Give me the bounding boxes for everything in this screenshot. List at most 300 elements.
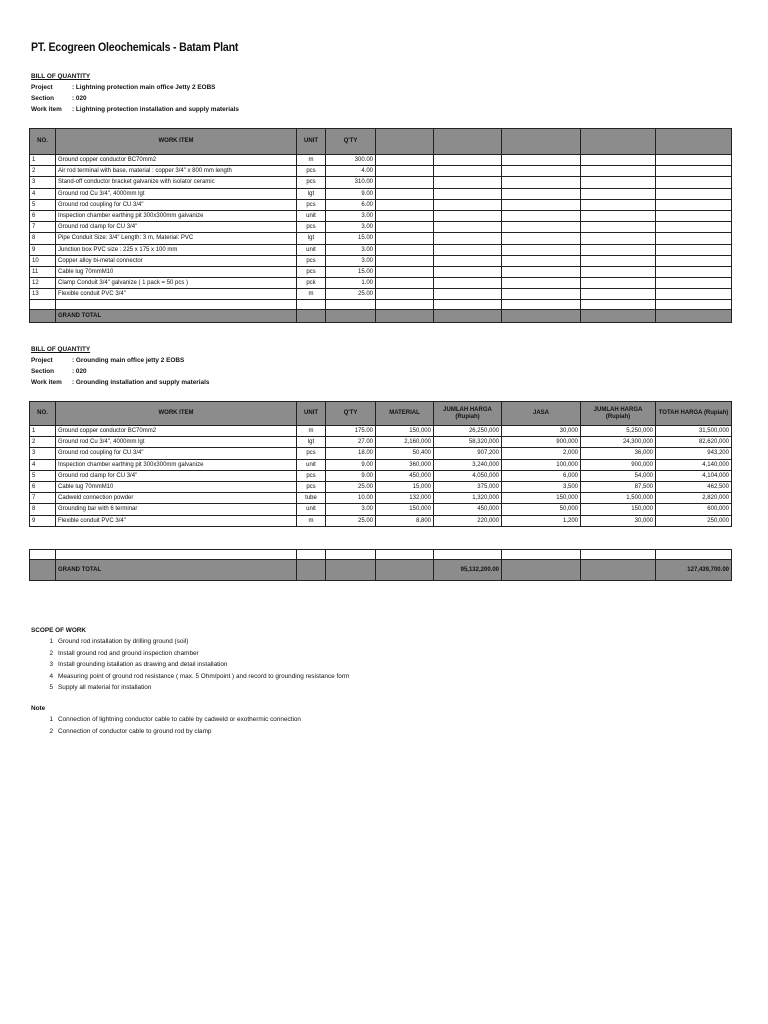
- row-qty: 10.00: [326, 493, 376, 504]
- row-empty-cell: [30, 549, 56, 559]
- row-empty-cell: [502, 310, 581, 323]
- row-qty: 9.00: [326, 188, 376, 199]
- row-empty-cell: [656, 166, 732, 177]
- row-material: 150,000: [376, 426, 434, 437]
- row-qty: 9.00: [326, 470, 376, 481]
- row-total: 82,620,000: [656, 437, 732, 448]
- row-empty-cell: [502, 559, 581, 580]
- row-jumlah-jasa: 900,000: [581, 459, 656, 470]
- row-empty-cell: [30, 559, 56, 580]
- header-material: MATERIAL: [376, 402, 434, 426]
- row-jumlah-jasa: 36,000: [581, 448, 656, 459]
- row-empty-cell: [376, 278, 434, 289]
- row-empty-cell: [656, 210, 732, 221]
- list-item: [31, 648, 349, 659]
- list-item: [31, 682, 349, 693]
- grand-total-jumlah: 95,132,200.00: [434, 559, 502, 580]
- row-empty-cell: [434, 244, 502, 255]
- row-empty-cell: [434, 233, 502, 244]
- row-empty-cell: [434, 155, 502, 166]
- row-no: 8: [30, 504, 56, 515]
- row-jumlah-material: 3,240,000: [434, 459, 502, 470]
- boq-heading: BILL OF QUANTITY: [31, 346, 91, 353]
- row-empty-cell: [434, 210, 502, 221]
- row-empty-cell: [656, 233, 732, 244]
- row-empty-cell: [656, 549, 732, 559]
- row-jasa: 900,000: [502, 437, 581, 448]
- row-empty-cell: [297, 300, 326, 310]
- row-no: 11: [30, 266, 56, 277]
- workitem-value: : Grounding installation and supply materials: [72, 379, 210, 386]
- row-empty-cell: [56, 300, 297, 310]
- row-empty-cell: [502, 166, 581, 177]
- row-work-item: Cable lug 70mmM10: [56, 481, 297, 492]
- row-empty-cell: [656, 310, 732, 323]
- row-empty-cell: [502, 300, 581, 310]
- workitem-row: [31, 104, 239, 115]
- row-empty-cell: [502, 266, 581, 277]
- row-total: 4,140,000: [656, 459, 732, 470]
- header-total-harga: TOTAH HARGA (Rupiah): [656, 402, 732, 426]
- row-empty-cell: [581, 233, 656, 244]
- row-no: 5: [30, 199, 56, 210]
- boq-header-lightning: [31, 71, 239, 115]
- row-empty-cell: [297, 549, 326, 559]
- row-empty-cell: [502, 155, 581, 166]
- row-work-item: Copper alloy bi-metal connector: [56, 255, 297, 266]
- row-empty-cell: [376, 188, 434, 199]
- row-empty-cell: [581, 266, 656, 277]
- row-empty-cell: [581, 166, 656, 177]
- list-item-number: 1: [49, 638, 53, 646]
- list-item-text: Ground rod installation by drilling ground (soil): [58, 638, 189, 646]
- row-qty: 1.00: [326, 278, 376, 289]
- list-item-number: 1: [49, 716, 53, 724]
- row-work-item: Flexible conduit PVC 3/4": [56, 515, 297, 526]
- list-item-number: 2: [49, 649, 53, 657]
- row-empty-cell: [502, 549, 581, 559]
- table-row: [30, 155, 732, 166]
- row-empty-cell: [581, 222, 656, 233]
- workitem-value: : Lightning protection installation and supply materials: [72, 106, 239, 113]
- row-total: 250,000: [656, 515, 732, 526]
- row-empty-cell: [434, 177, 502, 188]
- row-empty-cell: [656, 255, 732, 266]
- row-no: 4: [30, 459, 56, 470]
- row-empty-cell: [581, 310, 656, 323]
- list-item: [31, 726, 301, 737]
- row-unit: pcs: [297, 266, 326, 277]
- workitem-row: [31, 377, 209, 388]
- table-row: [30, 493, 732, 504]
- header-empty: [376, 129, 434, 155]
- blank-row: [30, 300, 732, 310]
- row-unit: pcs: [297, 448, 326, 459]
- row-total: 4,104,000: [656, 470, 732, 481]
- row-empty-cell: [581, 289, 656, 300]
- page-title: PT. Ecogreen Oleochemicals - Batam Plant: [31, 42, 239, 54]
- row-no: 9: [30, 244, 56, 255]
- row-unit: unit: [297, 504, 326, 515]
- row-unit: m: [297, 289, 326, 300]
- row-empty-cell: [376, 199, 434, 210]
- list-item-number: 4: [49, 672, 53, 680]
- row-material: 360,000: [376, 459, 434, 470]
- row-empty-cell: [502, 210, 581, 221]
- header-work-item: WORK ITEM: [56, 129, 297, 155]
- boq-heading: BILL OF QUANTITY: [31, 73, 91, 80]
- row-no: 1: [30, 155, 56, 166]
- row-work-item: Grounding bar with 6 terminar: [56, 504, 297, 515]
- row-qty: 4.00: [326, 166, 376, 177]
- table-row: [30, 278, 732, 289]
- header-unit: UNIT: [297, 402, 326, 426]
- table-row: [30, 504, 732, 515]
- table-row: [30, 210, 732, 221]
- row-empty-cell: [581, 255, 656, 266]
- project-row: [31, 355, 209, 366]
- header-empty: [581, 129, 656, 155]
- row-work-item: Ground rod clamp for CU 3/4": [56, 470, 297, 481]
- table-row: [30, 470, 732, 481]
- row-unit: lgt: [297, 437, 326, 448]
- row-qty: 3.00: [326, 222, 376, 233]
- row-jumlah-material: 450,000: [434, 504, 502, 515]
- grand-total-value: 127,439,700.00: [656, 559, 732, 580]
- row-unit: pck: [297, 278, 326, 289]
- section-row: [31, 93, 239, 104]
- row-total: 600,000: [656, 504, 732, 515]
- project-value: : Grounding main office jetty 2 EOBS: [72, 357, 185, 364]
- row-empty-cell: [434, 266, 502, 277]
- header-qty: Q'TY: [326, 402, 376, 426]
- row-jasa: 30,000: [502, 426, 581, 437]
- row-material: 150,000: [376, 504, 434, 515]
- row-qty: 18.00: [326, 448, 376, 459]
- row-empty-cell: [434, 255, 502, 266]
- row-unit: m: [297, 515, 326, 526]
- row-unit: m: [297, 155, 326, 166]
- row-empty-cell: [30, 300, 56, 310]
- spacer-row: [30, 526, 732, 549]
- table-row: [30, 481, 732, 492]
- row-unit: pcs: [297, 222, 326, 233]
- grounding-boq-table: [29, 401, 732, 581]
- row-no: 1: [30, 426, 56, 437]
- row-empty-cell: [581, 188, 656, 199]
- table-row: [30, 448, 732, 459]
- row-unit: lgt: [297, 233, 326, 244]
- row-jumlah-jasa: 24,300,000: [581, 437, 656, 448]
- row-no: 12: [30, 278, 56, 289]
- row-qty: 3.00: [326, 255, 376, 266]
- boq-header-grounding: [31, 344, 209, 388]
- section-label: Section: [31, 95, 55, 102]
- row-empty-cell: [376, 549, 434, 559]
- list-item-text: Supply all material for installation: [58, 684, 152, 692]
- row-material: 15,000: [376, 481, 434, 492]
- row-empty-cell: [297, 310, 326, 323]
- row-jasa: 6,000: [502, 470, 581, 481]
- project-row: [31, 82, 239, 93]
- row-empty-cell: [376, 559, 434, 580]
- row-no: 8: [30, 233, 56, 244]
- row-no: 2: [30, 437, 56, 448]
- row-empty-cell: [376, 300, 434, 310]
- row-qty: 15.00: [326, 233, 376, 244]
- row-material: 132,000: [376, 493, 434, 504]
- grand-total-label: GRAND TOTAL: [56, 559, 297, 580]
- row-qty: 310.00: [326, 177, 376, 188]
- row-unit: m: [297, 426, 326, 437]
- row-empty-cell: [434, 300, 502, 310]
- table-row: [30, 177, 732, 188]
- scope-heading: SCOPE OF WORK: [31, 627, 87, 634]
- table-row: [30, 222, 732, 233]
- row-unit: pcs: [297, 481, 326, 492]
- row-empty-cell: [502, 278, 581, 289]
- header-no: NO.: [30, 402, 56, 426]
- row-empty-cell: [502, 199, 581, 210]
- header-jasa: JASA: [502, 402, 581, 426]
- row-empty-cell: [656, 266, 732, 277]
- spacer-cell: [30, 526, 732, 549]
- list-item: [31, 714, 301, 725]
- list-item: [31, 671, 349, 682]
- list-item: [31, 659, 349, 670]
- row-work-item: Ground rod coupling for CU 3/4": [56, 199, 297, 210]
- row-empty-cell: [434, 188, 502, 199]
- row-jumlah-jasa: 150,000: [581, 504, 656, 515]
- list-item-text: Connection of lightning conductor cable to cable by cadweld or exothermic connection: [58, 716, 301, 724]
- row-empty-cell: [376, 255, 434, 266]
- row-work-item: Clamp Conduit 3/4" galvanize ( 1 pack = 50 pcs ): [56, 278, 297, 289]
- row-empty-cell: [656, 199, 732, 210]
- row-unit: pcs: [297, 199, 326, 210]
- row-work-item: Stand-off conductor bracket galvanize with isolator ceramic: [56, 177, 297, 188]
- row-empty-cell: [502, 255, 581, 266]
- row-empty-cell: [502, 222, 581, 233]
- row-empty-cell: [434, 222, 502, 233]
- section-label: Section: [31, 368, 55, 375]
- row-empty-cell: [376, 222, 434, 233]
- table-row: [30, 515, 732, 526]
- header-empty: [656, 129, 732, 155]
- row-jumlah-material: 907,200: [434, 448, 502, 459]
- grand-total-label: GRAND TOTAL: [56, 310, 297, 323]
- row-empty-cell: [376, 310, 434, 323]
- row-work-item: Cadweld connection powder: [56, 493, 297, 504]
- list-item-text: Measuring point of ground rod resistance ( max. 5 Ohm/point ) and record to grounding resistance form: [58, 672, 350, 680]
- row-total: 31,500,000: [656, 426, 732, 437]
- table-row: [30, 244, 732, 255]
- row-qty: 6.00: [326, 199, 376, 210]
- row-empty-cell: [502, 244, 581, 255]
- row-empty-cell: [656, 244, 732, 255]
- row-jasa: 100,000: [502, 459, 581, 470]
- table-row: [30, 289, 732, 300]
- row-qty: 3.00: [326, 244, 376, 255]
- header-empty: [434, 129, 502, 155]
- row-empty-cell: [326, 310, 376, 323]
- row-empty-cell: [656, 177, 732, 188]
- row-empty-cell: [376, 166, 434, 177]
- row-work-item: Junction box PVC size : 225 x 175 x 100 mm: [56, 244, 297, 255]
- workitem-label: Work item: [31, 379, 62, 386]
- row-jasa: 2,000: [502, 448, 581, 459]
- header-unit: UNIT: [297, 129, 326, 155]
- header-no: NO.: [30, 129, 56, 155]
- row-empty-cell: [581, 199, 656, 210]
- row-jasa: 150,000: [502, 493, 581, 504]
- row-qty: 25.00: [326, 481, 376, 492]
- lightning-boq-table: [29, 128, 732, 323]
- row-qty: 9.00: [326, 459, 376, 470]
- list-item-text: Connection of conductor cable to ground rod by clamp: [58, 727, 212, 735]
- row-empty-cell: [656, 155, 732, 166]
- row-jumlah-jasa: 54,000: [581, 470, 656, 481]
- row-work-item: Ground rod clamp for CU 3/4": [56, 222, 297, 233]
- grand-total-row: [30, 310, 732, 323]
- list-item-number: 3: [49, 661, 53, 669]
- row-unit: pcs: [297, 166, 326, 177]
- row-empty-cell: [581, 300, 656, 310]
- row-unit: unit: [297, 459, 326, 470]
- row-empty-cell: [376, 289, 434, 300]
- row-empty-cell: [376, 155, 434, 166]
- row-empty-cell: [434, 166, 502, 177]
- row-qty: 25.00: [326, 289, 376, 300]
- row-jumlah-jasa: 30,000: [581, 515, 656, 526]
- row-unit: tube: [297, 493, 326, 504]
- header-jumlah-harga-material: JUMLAH HARGA (Rupiah): [434, 402, 502, 426]
- header-empty: [502, 129, 581, 155]
- row-jasa: 3,500: [502, 481, 581, 492]
- row-empty-cell: [326, 559, 376, 580]
- row-empty-cell: [376, 244, 434, 255]
- row-qty: 300.00: [326, 155, 376, 166]
- row-empty-cell: [656, 188, 732, 199]
- notes: [31, 703, 301, 737]
- row-empty-cell: [376, 266, 434, 277]
- table-row: [30, 199, 732, 210]
- row-material: 2,160,000: [376, 437, 434, 448]
- row-unit: pcs: [297, 177, 326, 188]
- row-empty-cell: [434, 278, 502, 289]
- row-jumlah-jasa: 1,500,000: [581, 493, 656, 504]
- row-empty-cell: [581, 244, 656, 255]
- section-value: : 020: [72, 368, 87, 375]
- table-row: [30, 233, 732, 244]
- row-no: 9: [30, 515, 56, 526]
- row-no: 2: [30, 166, 56, 177]
- row-empty-cell: [656, 289, 732, 300]
- row-empty-cell: [434, 549, 502, 559]
- row-material: 50,400: [376, 448, 434, 459]
- project-value: : Lightning protection main office Jetty 2 EOBS: [72, 84, 216, 91]
- row-empty-cell: [581, 278, 656, 289]
- row-qty: 3.00: [326, 504, 376, 515]
- workitem-label: Work item: [31, 106, 62, 113]
- row-empty-cell: [326, 549, 376, 559]
- row-empty-cell: [656, 278, 732, 289]
- row-no: 7: [30, 493, 56, 504]
- row-empty-cell: [434, 289, 502, 300]
- project-label: Project: [31, 84, 53, 91]
- row-jumlah-material: 220,000: [434, 515, 502, 526]
- row-empty-cell: [30, 310, 56, 323]
- blank-row: [30, 549, 732, 559]
- row-no: 6: [30, 481, 56, 492]
- row-no: 5: [30, 470, 56, 481]
- row-jumlah-material: 4,050,000: [434, 470, 502, 481]
- row-no: 4: [30, 188, 56, 199]
- row-work-item: Ground rod Cu 3/4", 4000mm lgt: [56, 188, 297, 199]
- table-row: [30, 459, 732, 470]
- row-empty-cell: [376, 210, 434, 221]
- row-work-item: Inspection chamber earthing pit 300x300mm galvanize: [56, 210, 297, 221]
- row-work-item: Ground rod coupling for CU 3/4": [56, 448, 297, 459]
- row-jumlah-jasa: 87,500: [581, 481, 656, 492]
- row-total: 943,200: [656, 448, 732, 459]
- row-qty: 3.00: [326, 210, 376, 221]
- section-value: : 020: [72, 95, 87, 102]
- row-empty-cell: [502, 289, 581, 300]
- section-row: [31, 366, 209, 377]
- row-qty: 15.00: [326, 266, 376, 277]
- table-row: [30, 188, 732, 199]
- row-no: 3: [30, 448, 56, 459]
- row-work-item: Inspection chamber earthing pit 300x300mm galvanize: [56, 459, 297, 470]
- row-total: 462,500: [656, 481, 732, 492]
- row-empty-cell: [326, 300, 376, 310]
- row-unit: unit: [297, 244, 326, 255]
- row-empty-cell: [297, 559, 326, 580]
- list-item: [31, 636, 349, 647]
- row-empty-cell: [581, 549, 656, 559]
- row-jasa: 1,200: [502, 515, 581, 526]
- row-jasa: 50,000: [502, 504, 581, 515]
- list-item-number: 5: [49, 684, 53, 692]
- row-work-item: Flexible conduit PVC 3/4": [56, 289, 297, 300]
- row-unit: lgt: [297, 188, 326, 199]
- row-qty: 27.00: [326, 437, 376, 448]
- grand-total-row: [30, 559, 732, 580]
- row-no: 7: [30, 222, 56, 233]
- row-no: 3: [30, 177, 56, 188]
- row-material: 8,800: [376, 515, 434, 526]
- row-material: 450,000: [376, 470, 434, 481]
- row-work-item: Ground rod Cu 3/4", 4000mm lgt: [56, 437, 297, 448]
- header-qty: Q'TY: [326, 129, 376, 155]
- row-empty-cell: [434, 310, 502, 323]
- row-unit: pcs: [297, 470, 326, 481]
- row-no: 10: [30, 255, 56, 266]
- row-work-item: Air rod terminal with base, material : copper 3/4" x 800 mm length: [56, 166, 297, 177]
- table-row: [30, 437, 732, 448]
- row-no: 6: [30, 210, 56, 221]
- row-qty: 25.00: [326, 515, 376, 526]
- row-empty-cell: [502, 177, 581, 188]
- row-empty-cell: [502, 188, 581, 199]
- row-jumlah-material: 26,250,000: [434, 426, 502, 437]
- table-row: [30, 166, 732, 177]
- header-jumlah-harga-jasa: JUMLAH HARGA (Rupiah): [581, 402, 656, 426]
- note-heading: Note: [31, 705, 46, 712]
- list-item-text: Install ground rod and ground inspection chamber: [58, 649, 199, 657]
- project-label: Project: [31, 357, 53, 364]
- row-work-item: Cable lug 70mmM10: [56, 266, 297, 277]
